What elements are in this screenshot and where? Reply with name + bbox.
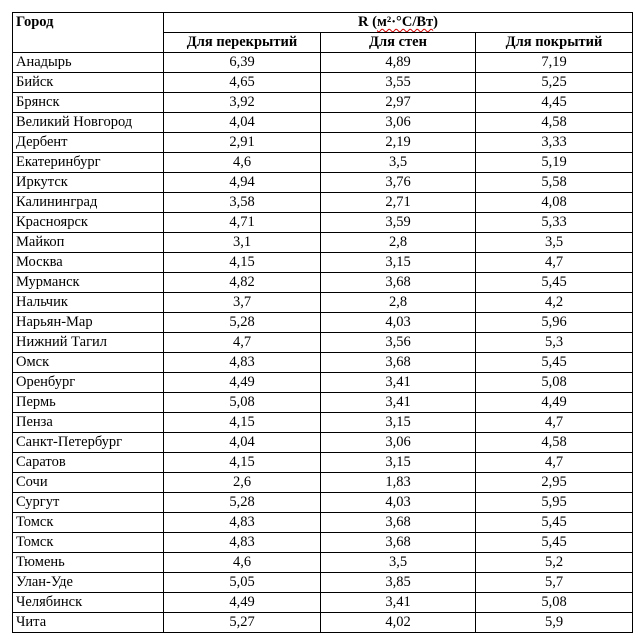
ceilings-value-cell: 4,15 — [164, 453, 321, 473]
walls-value-cell: 2,19 — [321, 133, 476, 153]
city-cell: Москва — [13, 253, 164, 273]
ceilings-value-cell: 4,49 — [164, 373, 321, 393]
table-body — [13, 53, 633, 633]
walls-value-cell: 3,59 — [321, 213, 476, 233]
table-row — [13, 393, 633, 413]
roofs-value-cell: 5,96 — [476, 313, 633, 333]
table-row — [13, 553, 633, 573]
roofs-value-cell: 4,7 — [476, 413, 633, 433]
walls-value-cell: 3,56 — [321, 333, 476, 353]
table-row — [13, 493, 633, 513]
table-row — [13, 353, 633, 373]
ceilings-value-cell: 5,08 — [164, 393, 321, 413]
ceilings-value-cell: 4,71 — [164, 213, 321, 233]
roofs-value-cell: 5,45 — [476, 513, 633, 533]
ceilings-value-cell: 4,49 — [164, 593, 321, 613]
walls-value-cell: 3,15 — [321, 253, 476, 273]
roofs-value-cell: 4,58 — [476, 433, 633, 453]
city-cell: Чита — [13, 613, 164, 633]
roofs-value-cell: 5,45 — [476, 273, 633, 293]
city-cell: Анадырь — [13, 53, 164, 73]
ceilings-value-cell: 3,92 — [164, 93, 321, 113]
city-cell: Екатеринбург — [13, 153, 164, 173]
column-header-walls: Для стен — [321, 33, 476, 53]
table-row — [13, 453, 633, 473]
walls-value-cell: 1,83 — [321, 473, 476, 493]
ceilings-value-cell: 5,28 — [164, 313, 321, 333]
walls-value-cell: 3,06 — [321, 433, 476, 453]
roofs-value-cell: 5,45 — [476, 353, 633, 373]
ceilings-value-cell: 4,15 — [164, 413, 321, 433]
city-cell: Мурманск — [13, 273, 164, 293]
walls-value-cell: 2,97 — [321, 93, 476, 113]
table-row — [13, 173, 633, 193]
city-cell: Тюмень — [13, 553, 164, 573]
roofs-value-cell: 5,45 — [476, 533, 633, 553]
city-cell: Брянск — [13, 93, 164, 113]
table-row — [13, 193, 633, 213]
r-value-header — [164, 13, 633, 33]
table-row — [13, 373, 633, 393]
ceilings-value-cell: 4,83 — [164, 513, 321, 533]
table-row — [13, 93, 633, 113]
city-cell: Челябинск — [13, 593, 164, 613]
city-cell: Сургут — [13, 493, 164, 513]
city-cell: Саратов — [13, 453, 164, 473]
table-row — [13, 573, 633, 593]
table-row — [13, 433, 633, 453]
walls-value-cell: 3,68 — [321, 513, 476, 533]
roofs-value-cell: 5,19 — [476, 153, 633, 173]
ceilings-value-cell: 3,1 — [164, 233, 321, 253]
table-row — [13, 513, 633, 533]
ceilings-value-cell: 4,04 — [164, 113, 321, 133]
roofs-value-cell: 5,08 — [476, 373, 633, 393]
table-row — [13, 593, 633, 613]
roofs-value-cell: 4,7 — [476, 253, 633, 273]
column-header-ceilings: Для перекрытий — [164, 33, 321, 53]
walls-value-cell: 4,03 — [321, 313, 476, 333]
r-header-suffix: ) — [433, 14, 438, 30]
city-cell: Улан-Уде — [13, 573, 164, 593]
ceilings-value-cell: 3,7 — [164, 293, 321, 313]
walls-value-cell: 2,71 — [321, 193, 476, 213]
ceilings-value-cell: 4,6 — [164, 153, 321, 173]
roofs-value-cell: 4,7 — [476, 453, 633, 473]
city-cell: Майкоп — [13, 233, 164, 253]
city-cell: Нарьян-Мар — [13, 313, 164, 333]
walls-value-cell: 2,8 — [321, 293, 476, 313]
city-cell: Оренбург — [13, 373, 164, 393]
ceilings-value-cell: 4,82 — [164, 273, 321, 293]
ceilings-value-cell: 4,83 — [164, 533, 321, 553]
city-column-header: Город — [13, 13, 164, 53]
ceilings-value-cell: 2,91 — [164, 133, 321, 153]
ceilings-value-cell: 4,6 — [164, 553, 321, 573]
roofs-value-cell: 5,9 — [476, 613, 633, 633]
walls-value-cell: 3,41 — [321, 373, 476, 393]
ceilings-value-cell: 5,28 — [164, 493, 321, 513]
ceilings-value-cell: 4,7 — [164, 333, 321, 353]
roofs-value-cell: 5,3 — [476, 333, 633, 353]
roofs-value-cell: 4,2 — [476, 293, 633, 313]
city-cell: Томск — [13, 513, 164, 533]
ceilings-value-cell: 5,05 — [164, 573, 321, 593]
walls-value-cell: 2,8 — [321, 233, 476, 253]
city-cell: Красноярск — [13, 213, 164, 233]
roofs-value-cell: 5,33 — [476, 213, 633, 233]
table-row — [13, 413, 633, 433]
table-row — [13, 293, 633, 313]
city-cell: Пермь — [13, 393, 164, 413]
roofs-value-cell: 4,08 — [476, 193, 633, 213]
roofs-value-cell: 3,33 — [476, 133, 633, 153]
roofs-value-cell: 4,58 — [476, 113, 633, 133]
table-row — [13, 133, 633, 153]
city-cell: Бийск — [13, 73, 164, 93]
ceilings-value-cell: 5,27 — [164, 613, 321, 633]
table-row — [13, 53, 633, 73]
table-row — [13, 73, 633, 93]
table-row — [13, 153, 633, 173]
ceilings-value-cell: 4,04 — [164, 433, 321, 453]
roofs-value-cell: 2,95 — [476, 473, 633, 493]
walls-value-cell: 3,85 — [321, 573, 476, 593]
roofs-value-cell: 5,25 — [476, 73, 633, 93]
city-cell: Дербент — [13, 133, 164, 153]
ceilings-value-cell: 4,83 — [164, 353, 321, 373]
walls-value-cell: 3,5 — [321, 153, 476, 173]
walls-value-cell: 3,41 — [321, 393, 476, 413]
table-row — [13, 533, 633, 553]
roofs-value-cell: 5,2 — [476, 553, 633, 573]
walls-value-cell: 3,68 — [321, 533, 476, 553]
table-row — [13, 233, 633, 253]
roofs-value-cell: 7,19 — [476, 53, 633, 73]
table-row — [13, 253, 633, 273]
walls-value-cell: 3,15 — [321, 453, 476, 473]
walls-value-cell: 4,03 — [321, 493, 476, 513]
roofs-value-cell: 5,58 — [476, 173, 633, 193]
header-row-1 — [13, 13, 633, 33]
ceilings-value-cell: 6,39 — [164, 53, 321, 73]
roofs-value-cell: 4,45 — [476, 93, 633, 113]
walls-value-cell: 3,68 — [321, 273, 476, 293]
table-row — [13, 313, 633, 333]
walls-value-cell: 3,68 — [321, 353, 476, 373]
table-row — [13, 213, 633, 233]
walls-value-cell: 3,15 — [321, 413, 476, 433]
roofs-value-cell: 5,08 — [476, 593, 633, 613]
city-cell: Нижний Тагил — [13, 333, 164, 353]
ceilings-value-cell: 4,94 — [164, 173, 321, 193]
city-cell: Иркутск — [13, 173, 164, 193]
walls-value-cell: 3,41 — [321, 593, 476, 613]
city-cell: Санкт-Петербург — [13, 433, 164, 453]
roofs-value-cell: 5,95 — [476, 493, 633, 513]
table-row — [13, 273, 633, 293]
city-cell: Калининград — [13, 193, 164, 213]
ceilings-value-cell: 4,15 — [164, 253, 321, 273]
city-cell: Нальчик — [13, 293, 164, 313]
city-cell: Томск — [13, 533, 164, 553]
city-cell: Пенза — [13, 413, 164, 433]
ceilings-value-cell: 4,65 — [164, 73, 321, 93]
roofs-value-cell: 3,5 — [476, 233, 633, 253]
thermal-resistance-table — [12, 12, 633, 633]
city-cell: Великий Новгород — [13, 113, 164, 133]
table-row — [13, 113, 633, 133]
table-row — [13, 613, 633, 633]
walls-value-cell: 3,5 — [321, 553, 476, 573]
walls-value-cell: 3,06 — [321, 113, 476, 133]
ceilings-value-cell: 3,58 — [164, 193, 321, 213]
city-cell: Омск — [13, 353, 164, 373]
walls-value-cell: 3,76 — [321, 173, 476, 193]
walls-value-cell: 4,02 — [321, 613, 476, 633]
walls-value-cell: 4,89 — [321, 53, 476, 73]
walls-value-cell: 3,55 — [321, 73, 476, 93]
roofs-value-cell: 5,7 — [476, 573, 633, 593]
city-cell: Сочи — [13, 473, 164, 493]
table-row — [13, 473, 633, 493]
r-header-prefix: R ( — [358, 14, 377, 30]
r-header-unit: м²·°С/Вт — [376, 14, 434, 30]
ceilings-value-cell: 2,6 — [164, 473, 321, 493]
roofs-value-cell: 4,49 — [476, 393, 633, 413]
column-header-roofs: Для покрытий — [476, 33, 633, 53]
table-row — [13, 333, 633, 353]
